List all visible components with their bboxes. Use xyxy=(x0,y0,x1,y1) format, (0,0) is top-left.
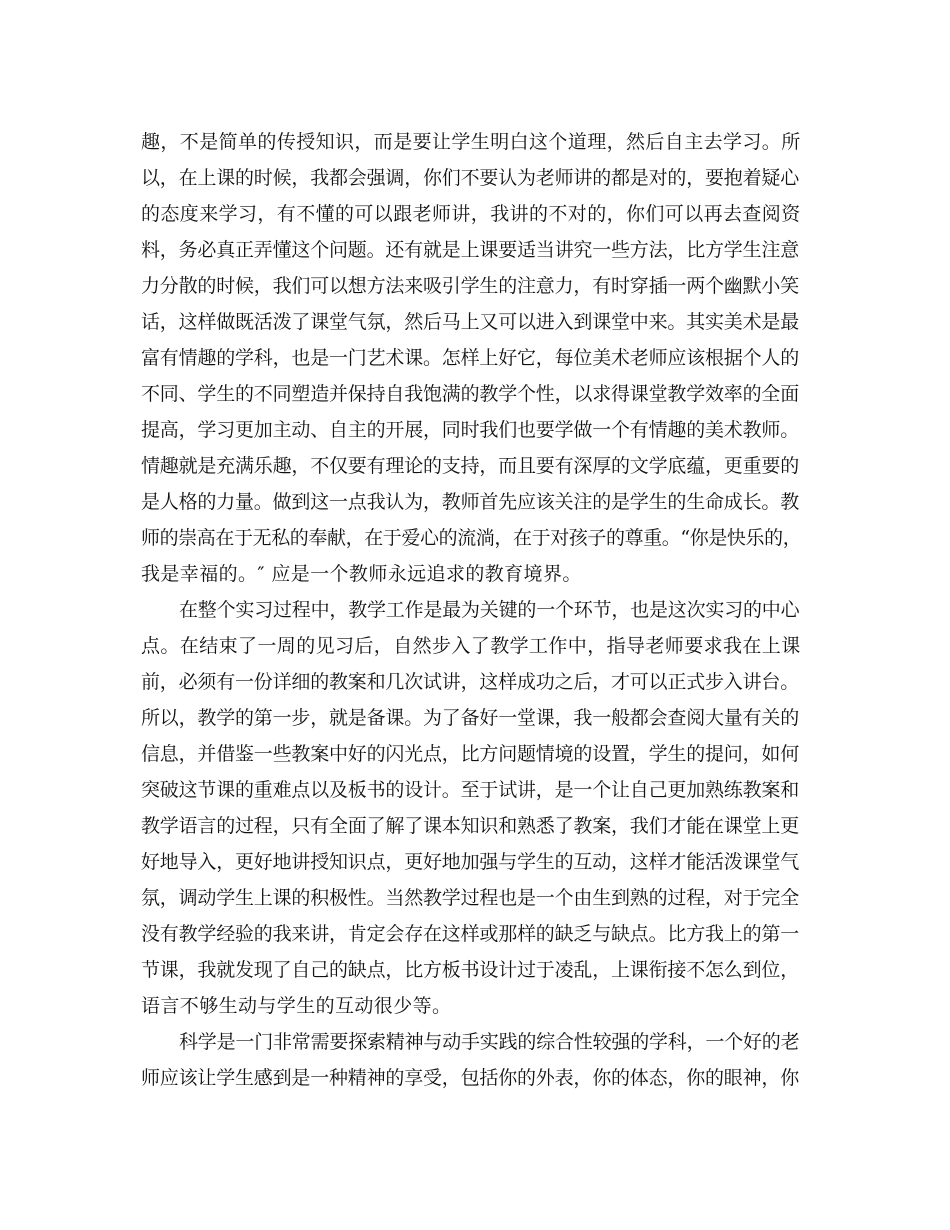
text-line: 点。在结束了一周的见习后，自然步入了教学工作中，指导老师要求我在上课 xyxy=(141,635,801,657)
text-line: 富有情趣的学科，也是一门艺术课。怎样上好它，每位美术老师应该根据个人的 xyxy=(141,347,800,369)
text-line: 师的崇高在于无私的奉献，在于爱心的流淌，在于对孩子的尊重。“你是快乐的， xyxy=(141,527,802,549)
text-line: 语言不够生动与学生的互动很少等。 xyxy=(141,995,452,1017)
text-line: 提高，学习更加主动、自主的开展，同时我们也要学做一个有情趣的美术教师。 xyxy=(141,419,800,441)
text-line: 在整个实习过程中，教学工作是最为关键的一个环节，也是这次实习的中心 xyxy=(179,599,800,621)
text-line: 情趣就是充满乐趣，不仅要有理论的支持，而且要有深厚的文学底蕴，更重要的 xyxy=(141,455,800,477)
text-line: 教学语言的过程，只有全面了解了课本知识和熟悉了教案，我们才能在课堂上更 xyxy=(141,815,800,837)
text-line: 话，这样做既活泼了课堂气氛，然后马上又可以进入到课堂中来。其实美术是最 xyxy=(141,311,800,333)
text-line: 我是幸福的。″ 应是一个教师永远追求的教育境界。 xyxy=(141,563,582,585)
paragraph xyxy=(141,592,801,1024)
text-line: 是人格的力量。做到这一点我认为，教师首先应该关注的是学生的生命成长。教 xyxy=(141,491,800,513)
text-line: 突破这节课的重难点以及板书的设计。至于试讲，是一个让自己更加熟练教案和 xyxy=(141,779,800,801)
text-line: 科学是一门非常需要探索精神与动手实践的综合性较强的学科，一个好的老 xyxy=(179,1031,800,1053)
text-line: 节课，我就发现了自己的缺点，比方板书设计过于凌乱，上课衔接不怎么到位， xyxy=(141,959,800,981)
text-line: 所以，教学的第一步，就是备课。为了备好一堂课，我一般都会查阅大量有关的 xyxy=(141,707,800,729)
text-line: 以，在上课的时候，我都会强调，你们不要认为老师讲的都是对的，要抱着疑心 xyxy=(141,167,800,189)
text-line: 料，务必真正弄懂这个问题。还有就是上课要适当讲究一些方法，比方学生注意 xyxy=(141,239,800,261)
text-line: 前，必须有一份详细的教案和几次试讲，这样成功之后，才可以正式步入讲台。 xyxy=(141,671,800,693)
text-line: 没有教学经验的我来讲，肯定会存在这样或那样的缺乏与缺点。比方我上的第一 xyxy=(141,923,800,945)
text-line: 氛，调动学生上课的积极性。当然教学过程也是一个由生到熟的过程，对于完全 xyxy=(141,887,800,909)
text-line: 趣，不是简单的传授知识，而是要让学生明白这个道理，然后自主去学习。所 xyxy=(141,131,801,153)
text-line: 师应该让学生感到是一种精神的享受，包括你的外表，你的体态，你的眼神，你 xyxy=(141,1067,800,1089)
text-line: 的态度来学习，有不懂的可以跟老师讲，我讲的不对的，你们可以再去查阅资 xyxy=(141,203,801,225)
text-line: 好地导入，更好地讲授知识点，更好地加强与学生的互动，这样才能活泼课堂气 xyxy=(141,851,800,873)
document-body xyxy=(141,124,801,1096)
paragraph xyxy=(141,124,801,592)
paragraph xyxy=(141,1024,801,1096)
text-line: 信息，并借鉴一些教案中好的闪光点，比方问题情境的设置，学生的提问，如何 xyxy=(141,743,800,765)
text-line: 不同、学生的不同塑造并保持自我饱满的教学个性，以求得课堂教学效率的全面 xyxy=(141,383,800,405)
text-line: 力分散的时候，我们可以想方法来吸引学生的注意力，有时穿插一两个幽默小笑 xyxy=(141,275,800,297)
